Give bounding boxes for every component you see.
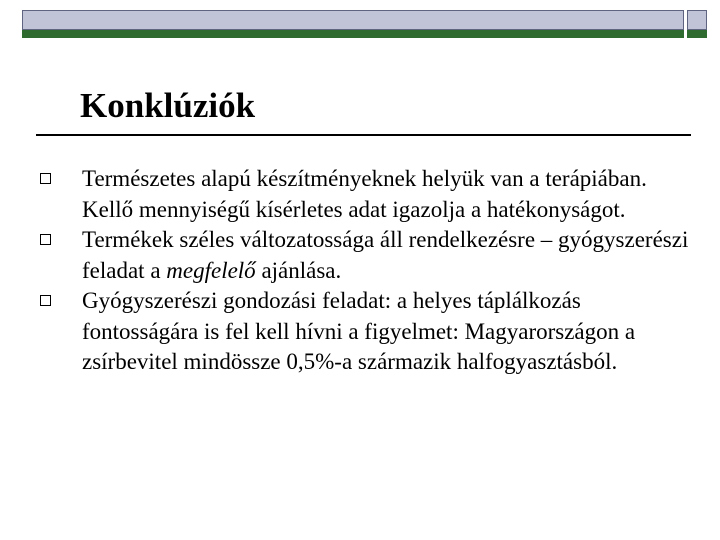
top-decor-stripe: [22, 30, 684, 38]
hollow-square-bullet-icon: [40, 295, 51, 306]
bullet-emphasis: megfelelő: [166, 257, 256, 283]
bullet-text-before: Termékek széles változatossága áll rendelkezésre – gyógyszerészi feladat a: [82, 227, 689, 283]
bullet-item: [40, 225, 700, 286]
bullet-item: [40, 164, 700, 225]
hollow-square-bullet-icon: [40, 173, 51, 184]
top-decor-square-stripe: [687, 30, 707, 38]
bullet-text: Természetes alapú készítményeknek helyük van a terápiában. Kellő mennyiségű kísérletes adat igazolja a hatékonyságot.: [82, 166, 647, 222]
top-decor-bar: [22, 10, 684, 30]
bullet-text-after: ajánlása.: [255, 257, 342, 283]
bullet-text: Gyógyszerészi gondozási feladat: a helyes táplálkozás fontosságára is fel kell hívni a figyelmet: Magyarországon a zsírbevitel mindössze 0,5%-a származik halfogyasztásból.: [82, 288, 636, 374]
top-decor-square: [687, 10, 707, 30]
bullet-list: [40, 164, 700, 378]
bullet-item: [40, 286, 700, 378]
slide-title: Konklúziók: [80, 86, 256, 125]
title-underline: [36, 134, 691, 136]
hollow-square-bullet-icon: [40, 234, 51, 245]
